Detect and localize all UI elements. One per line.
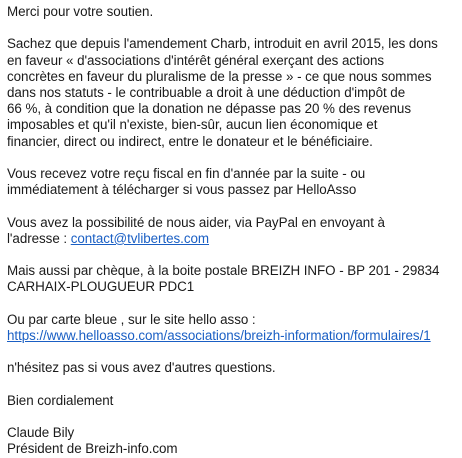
charb-paragraph bbox=[7, 36, 459, 149]
questions-paragraph bbox=[7, 360, 459, 376]
card-paragraph bbox=[7, 312, 459, 344]
receipt-line: immédiatement à télécharger si vous passez par HelloAsso bbox=[7, 182, 357, 198]
greeting bbox=[7, 4, 459, 20]
closing-paragraph bbox=[7, 393, 459, 409]
cheque-line: Mais aussi par chèque, à la boite postale BREIZH INFO - BP 201 - 29834 bbox=[7, 263, 440, 279]
charb-line: financier, direct ou indirect, entre le donateur et le bénéficiaire. bbox=[7, 133, 373, 149]
spacer bbox=[7, 344, 459, 360]
spacer bbox=[7, 377, 459, 393]
spacer bbox=[7, 296, 459, 312]
receipt-paragraph bbox=[7, 166, 459, 198]
spacer bbox=[7, 20, 459, 36]
charb-line: en faveur « d'associations d'intérêt général exerçant des actions bbox=[7, 52, 385, 68]
charb-line: dans nos statuts - le contribuable a droit à une déduction d'impôt de bbox=[7, 85, 406, 100]
spacer bbox=[7, 247, 459, 263]
paypal-prefix: l'adresse : bbox=[7, 230, 71, 246]
paypal-line: Vous avez la possibilité de nous aider, via PayPal en envoyant à bbox=[7, 214, 385, 230]
signature-name: Claude Bily bbox=[7, 425, 75, 441]
helloasso-link[interactable]: https://www.helloasso.com/associations/breizh-information/formulaires/1 bbox=[7, 327, 431, 343]
spacer bbox=[7, 409, 459, 425]
spacer bbox=[7, 150, 459, 166]
charb-line: 66 %, à condition que la donation ne dépasse pas 20 % des revenus bbox=[7, 101, 411, 117]
greeting-text: Merci pour votre soutien. bbox=[7, 4, 154, 19]
receipt-line: Vous recevez votre reçu fiscal en fin d'année par la suite - ou bbox=[7, 166, 366, 181]
charb-line: Sachez que depuis l'amendement Charb, introduit en avril 2015, les dons bbox=[7, 36, 438, 52]
paypal-paragraph bbox=[7, 215, 459, 247]
closing-text: Bien cordialement bbox=[7, 392, 114, 408]
paypal-email-link[interactable]: contact@tvlibertes.com bbox=[70, 230, 210, 246]
spacer bbox=[7, 198, 459, 214]
email-body bbox=[7, 4, 459, 458]
signature-title: Président de Breizh-info.com bbox=[7, 441, 178, 457]
charb-line: imposables et qu'il n'existe, bien-sûr, aucun lien économique et bbox=[7, 117, 378, 133]
signature bbox=[7, 425, 459, 457]
card-url-line bbox=[7, 328, 459, 344]
charb-line: concrètes en faveur du pluralisme de la presse » - ce que nous sommes bbox=[7, 68, 432, 84]
cheque-paragraph bbox=[7, 263, 459, 295]
card-line: Ou par carte bleue , sur le site hello asso : bbox=[7, 311, 256, 327]
paypal-address-line bbox=[7, 231, 459, 247]
cheque-line: CARHAIX-PLOUGUEUR PDC1 bbox=[7, 279, 195, 295]
questions-text: n'hésitez pas si vous avez d'autres questions. bbox=[7, 360, 276, 376]
